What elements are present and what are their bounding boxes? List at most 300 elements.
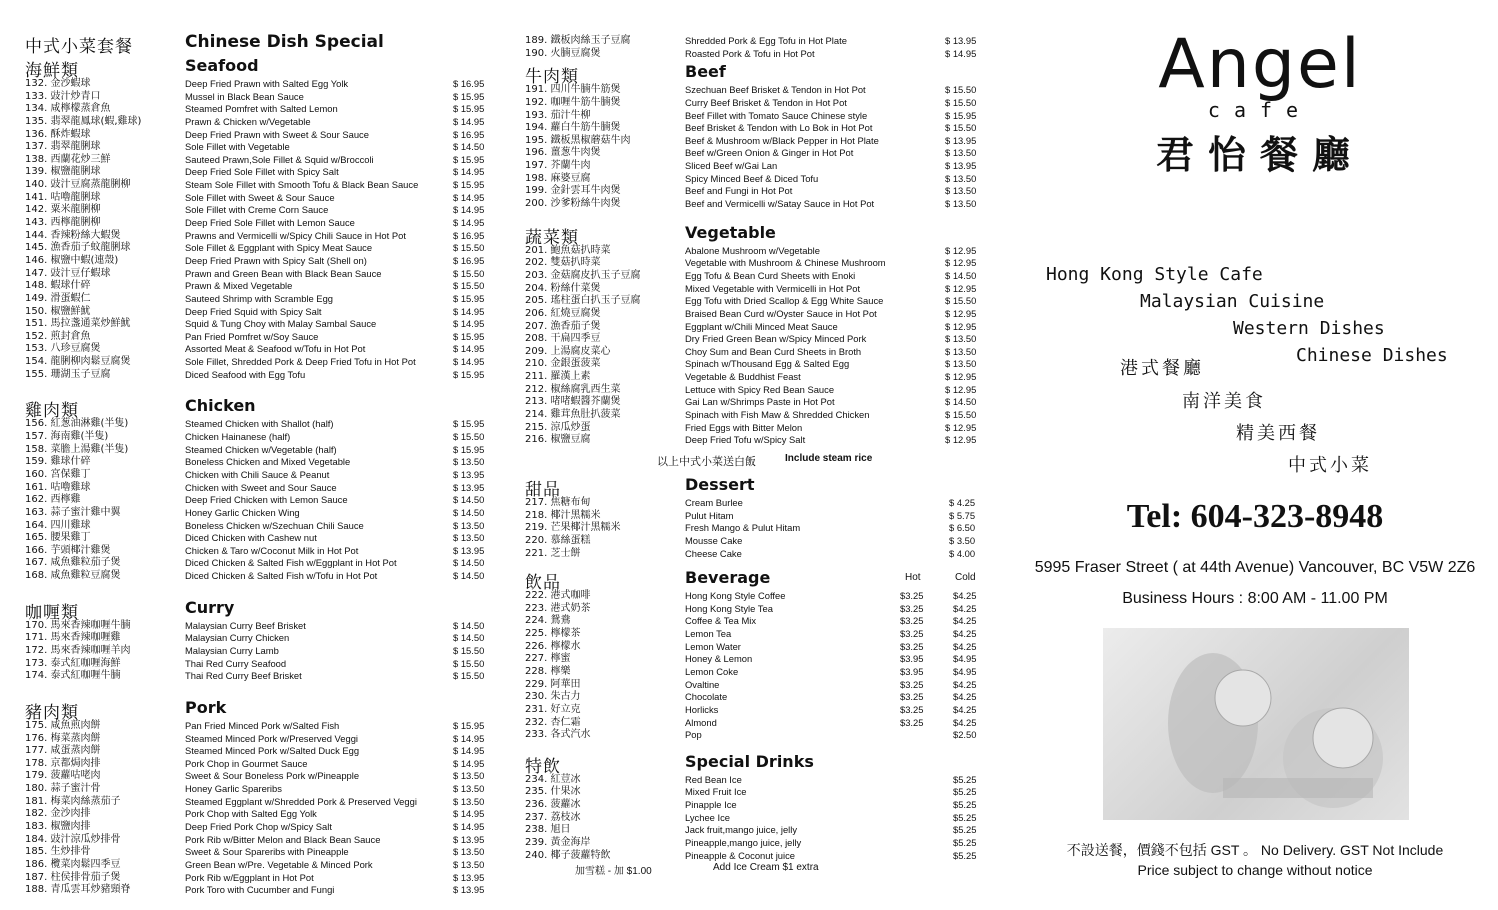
menu-item [25,884,505,897]
menu-item [25,758,505,771]
item-name-zh: 142. 粟米龍脷柳 [25,204,101,216]
menu-item [525,535,995,548]
item-name-zh: 208. 干扁四季豆 [525,333,601,345]
item-name-zh: 232. 杏仁霜 [525,716,581,728]
item-price: $ 15.95 [945,109,977,121]
section-title-en: Beverage [685,568,771,588]
menu-item [25,545,505,558]
item-name-en: Steamed Pomfret with Salted Lemon [185,103,338,115]
item-price: $ 16.95 [453,128,485,140]
menu-item [25,343,505,356]
item-name-en: Egg Tofu & Bean Curd Sheets with Enoki [685,269,856,281]
item-name-zh: 231. 好立克 [525,703,581,715]
item-name-en: Spinach with Fish Maw & Shredded Chicken [685,409,870,421]
item-price: $ 13.95 [453,871,485,883]
tag-zh-western: 精美西餐 [1236,423,1320,444]
item-price: $ 14.95 [453,821,485,833]
item-name-zh: 234. 紅荳冰 [525,773,581,785]
item-price: $ 15.95 [453,153,485,165]
section-title-zh: 蔬菜類 [525,227,579,248]
item-price: $ 13.95 [453,544,485,556]
item-name-en: Pan Fried Pomfret w/Soy Sauce [185,330,319,342]
spacer [25,381,505,396]
item-name-zh: 219. 芒果椰汁黑糯米 [525,522,621,534]
item-name-en: Squid & Tung Choy with Malay Sambal Sauce [185,318,377,330]
menu-item [25,179,505,192]
item-price: $ 14.95 [453,808,485,820]
item-name-en: Pork Rib w/Eggplant in Hot Pot [185,871,314,883]
menu-item [25,796,505,809]
menu-item [525,837,995,850]
item-price-hot: $3.25 [900,703,924,715]
item-price: $ 14.50 [453,570,485,582]
item-name-zh: 133. 豉汁炒青口 [25,90,101,102]
item-name-zh: 164. 四川雞球 [25,519,91,531]
item-name-en: Diced Chicken & Salted Fish w/Eggplant in Hot Pot [185,557,397,569]
item-price: $ 14.50 [453,619,485,631]
section-header [525,751,995,777]
item-name-zh: 186. 欖菜肉鬆四季豆 [25,858,121,870]
item-name-en: Honey & Lemon [685,653,753,665]
item-name-en: Thai Red Curry Seafood [185,657,287,669]
menu-item [25,154,505,167]
item-name-zh: 223. 港式奶茶 [525,602,591,614]
menu-item [25,318,505,331]
item-name-zh: 167. 咸魚雞粒茄子煲 [25,557,121,569]
item-name-en: Sole Fillet & Eggplant with Spicy Meat Sauce [185,242,373,254]
item-name-zh: 166. 芋頭椰汁雞煲 [25,544,111,556]
section-title-en: Special Drinks [685,751,814,771]
item-price: $5.25 [953,799,977,811]
item-name-en: Braised Bean Curd w/Oyster Sauce in Hot Pot [685,307,877,319]
menu-column-middle [525,35,995,880]
item-name-en: Hong Kong Style Tea [685,602,773,614]
item-price: $ 15.50 [453,280,485,292]
item-name-zh: 159. 雞球什碎 [25,456,91,468]
item-name-zh: 168. 咸魚雞粒豆腐煲 [25,570,121,582]
menu-item [25,444,505,457]
item-name-zh: 181. 梅菜肉絲蒸茄子 [25,795,121,807]
item-price: $ 14.95 [453,356,485,368]
item-name-zh: 174. 泰式紅咖喱牛腩 [25,670,121,682]
item-name-en: Deep Fried Prawn with Spicy Salt (Shell on) [185,254,367,266]
section-title-zh: 雞肉類 [25,401,79,422]
menu-item [25,217,505,230]
item-price-hot: $3.25 [900,590,924,602]
item-name-zh: 175. 咸魚煎肉餅 [25,719,101,731]
item-name-en: Sweet & Sour Spareribs with Pineapple [185,846,349,858]
menu-item [525,812,995,825]
item-price: $ 14.50 [453,632,485,644]
rice-note [525,453,995,471]
item-name-zh: 206. 紅燒豆腐煲 [525,307,601,319]
cherub-illustration [1103,628,1409,820]
menu-item [25,482,505,495]
item-name-en: Chicken with Chili Sauce & Peanut [185,468,330,480]
item-price: $5.25 [953,786,977,798]
item-price: $ 13.95 [945,134,977,146]
item-name-en: Sauteed Shrimp with Scramble Egg [185,292,333,304]
item-name-zh: 193. 茄汁牛柳 [525,109,591,121]
item-name-en: Steam Sole Fillet with Smooth Tofu & Black Bean Sauce [185,179,419,191]
menu-item [25,745,505,758]
item-name-en: Sweet & Sour Boneless Pork w/Pineapple [185,770,360,782]
item-name-zh: 190. 火腩豆腐煲 [525,47,601,59]
item-price: $ 13.50 [453,519,485,531]
ice-cream-zh: 加雪糕 - 加 $1.00 [575,866,652,878]
menu-item [525,824,995,837]
item-name-zh: 196. 薑葱牛肉煲 [525,147,601,159]
menu-item [525,729,995,742]
spacer [525,742,995,752]
cherub-picture [1103,628,1409,820]
item-name-en: Beef Fillet with Tomato Sauce Chinese style [685,109,868,121]
item-name-en: Cheese Cake [685,547,742,559]
item-name-en: Thai Red Curry Beef Brisket [185,670,302,682]
item-name-en: Red Bean Ice [685,773,742,785]
menu-item [25,670,505,683]
section-title-zh: 咖喱類 [25,602,79,623]
item-name-en: Dry Fried Green Bean w/Spicy Minced Pork [685,333,867,345]
item-price-hot: $3.25 [900,628,924,640]
item-name-en: Coffee & Tea Mix [685,615,757,627]
item-name-zh: 198. 麻婆豆腐 [525,172,591,184]
item-price: $5.25 [953,849,977,861]
item-name-en: Mussel in Black Bean Sauce [185,90,304,102]
item-name-en: Szechuan Beef Brisket & Tendon in Hot Pot [685,84,866,96]
item-name-en: Steamed Chicken with Shallot (half) [185,418,334,430]
menu-item [25,293,505,306]
item-name-en: Eggplant w/Chili Minced Meat Sauce [685,320,838,332]
menu-item [25,846,505,859]
item-price: $ 15.50 [453,431,485,443]
item-name-zh: 187. 柱侯排骨茄子煲 [25,871,121,883]
item-price: $ 15.95 [453,418,485,430]
item-price: $ 6.50 [949,522,976,534]
item-name-en: Pork Toro with Cucumber and Fungi [185,884,335,896]
item-name-zh: 188. 青瓜雲耳炒豬頸脊 [25,884,131,896]
item-name-zh: 143. 西檸龍脷柳 [25,217,101,229]
item-price: $ 13.95 [945,35,977,46]
footer-price-note: Price subject to change without notice [1137,862,1373,878]
item-price-hot: $3.95 [900,665,924,677]
rice-note-en: Include steam rice [785,452,873,464]
menu-item [25,632,505,645]
item-name-en: Beef Brisket & Tendon with Lo Bok in Hot Pot [685,122,873,134]
item-name-en: Honey Garlic Spareribs [185,783,282,795]
menu-item [525,396,995,409]
item-name-en: Lychee Ice [685,811,730,823]
item-name-zh: 207. 漁香茄子煲 [525,320,601,332]
item-name-en: Fried Eggs with Bitter Melon [685,421,803,433]
item-price-cold: $4.25 [953,615,977,627]
item-price: $ 15.95 [453,179,485,191]
item-name-zh: 191. 四川牛腩牛筋煲 [525,84,621,96]
menu-item [525,717,995,730]
item-price: $ 15.50 [453,242,485,254]
menu-item [25,872,505,885]
section-title-en: Dessert [685,474,755,494]
item-name-en: Vegetable with Mushroom & Chinese Mushroom [685,257,886,269]
menu-item [525,615,995,628]
item-name-en: Diced Seafood with Egg Tofu [185,368,306,380]
item-name-en: Malaysian Curry Lamb [185,644,279,656]
menu-item [25,91,505,104]
item-name-en: Lemon Water [685,640,741,652]
item-name-en: Deep Fried Prawn with Salted Egg Yolk [185,78,349,89]
item-name-zh: 214. 雞茸魚肚扒菠菜 [525,409,621,421]
item-name-zh: 176. 梅菜蒸肉餅 [25,732,101,744]
section-header [25,697,505,723]
menu-item [525,371,995,384]
item-price: $ 14.50 [453,557,485,569]
menu-item [25,268,505,281]
menu-item [525,135,995,148]
menu-item [525,786,995,799]
menu-column-left [25,32,505,897]
item-price: $ 3.50 [949,534,976,546]
item-name-zh: 161. 咕嚕雞球 [25,481,91,493]
item-price: $ 14.50 [453,141,485,153]
menu-item [525,590,995,603]
menu-item [25,192,505,205]
item-price: $5.25 [953,824,977,836]
menu-item [525,799,995,812]
item-price: $ 14.95 [453,305,485,317]
item-name-zh: 189. 鐵板肉絲玉子豆腐 [525,35,631,46]
item-price: $ 14.50 [453,506,485,518]
item-name-en: Diced Chicken with Cashew nut [185,532,317,544]
item-price-hot: $3.25 [900,602,924,614]
menu-item [25,331,505,344]
menu-item [525,422,995,435]
menu-item [525,173,995,186]
item-name-zh: 158. 菜膽上湯雞(半隻) [25,443,129,455]
tag-zh-chinese: 中式小菜 [1288,455,1372,476]
section-title-en: Chicken [185,396,256,416]
item-price-cold: $4.25 [953,716,977,728]
menu-item [25,166,505,179]
item-name-zh: 150. 椒鹽鮮魷 [25,305,91,317]
item-name-zh: 204. 粉絲什菜煲 [525,282,601,294]
item-price: $ 14.95 [453,745,485,757]
item-name-en: Chicken Hainanese (half) [185,431,291,443]
item-price-cold: $2.50 [953,729,977,741]
item-name-en: Chicken with Sweet and Sour Sauce [185,481,337,493]
item-name-zh: 137. 翡翠龍脷球 [25,141,101,153]
item-name-en: Deep Fried Sole Fillet with Spicy Salt [185,166,339,178]
menu-item [525,358,995,371]
item-price: $ 12.95 [945,434,977,446]
menu-item [525,48,995,61]
item-price: $ 13.95 [945,160,977,172]
item-name-zh: 156. 紅葱油淋雞(半隻) [25,418,129,430]
menu-item [525,522,995,535]
hot-column-label: Hot [905,572,921,584]
item-price: $ 15.50 [945,96,977,108]
item-price: $ 13.50 [453,846,485,858]
item-name-en: Deep Fried Sole Fillet with Lemon Sauce [185,217,355,229]
item-price: $ 12.95 [945,371,977,383]
item-name-zh: 197. 芥蘭牛肉 [525,160,591,172]
item-price: $ 13.50 [945,198,977,210]
item-name-zh: 172. 馬來香辣咖喱羊肉 [25,644,131,656]
item-price: $5.25 [953,811,977,823]
item-name-en: Pop [685,729,702,741]
section-header [25,597,505,623]
menu-item [25,141,505,154]
item-price: $ 13.50 [453,858,485,870]
item-name-zh: 151. 馬拉盞通菜炒鮮魷 [25,318,131,330]
item-name-zh: 132. 金沙蝦球 [25,78,91,89]
item-name-zh: 210. 金銀蛋菠菜 [525,358,601,370]
item-price-hot: $3.25 [900,615,924,627]
item-name-zh: 138. 西蘭花炒三鮮 [25,153,111,165]
menu-item [25,507,505,520]
rice-note-zh: 以上中式小菜送白飯 [657,455,756,468]
item-name-zh: 203. 金菇腐皮扒玉子豆腐 [525,269,641,281]
item-price: $ 13.50 [945,345,977,357]
item-name-zh: 230. 朱古力 [525,691,581,703]
section-header [525,568,995,594]
item-name-en: Beef and Fungi in Hot Pot [685,185,793,197]
item-name-en: Deep Fried Chicken with Lemon Sauce [185,494,348,506]
item-price: $ 15.50 [453,267,485,279]
item-name-zh: 179. 菠蘿咕咾肉 [25,770,101,782]
menu-item [25,456,505,469]
section-header [525,62,995,88]
menu-item [25,532,505,545]
item-name-en: Steamed Minced Pork w/Preserved Veggi [185,732,359,744]
item-price: $ 14.95 [453,204,485,216]
item-price: $ 15.50 [453,657,485,669]
item-name-zh: 149. 滑蛋蝦仁 [25,292,91,304]
item-price-hot: $3.25 [900,691,924,703]
item-price: $ 13.95 [453,481,485,493]
item-price: $ 14.95 [453,343,485,355]
item-name-zh: 225. 檸檬茶 [525,628,581,640]
menu-item [525,245,995,258]
menu-item [25,658,505,671]
item-name-zh: 195. 鐵板黑椒蘑菇牛肉 [525,134,631,146]
item-name-zh: 135. 翡翠龍鳳球(蝦,雞球) [25,115,142,127]
item-name-zh: 236. 菠蘿冰 [525,799,581,811]
menu-item [525,321,995,334]
item-name-en: Pineapple,mango juice, jelly [685,837,802,849]
item-name-zh: 178. 京都焗肉排 [25,757,101,769]
item-price: $ 14.95 [945,47,977,59]
item-name-en: Pork Rib w/Bitter Melon and Black Bean Sauce [185,833,381,845]
item-name-en: Almond [685,716,717,728]
item-name-zh: 201. 鮑魚菇扒時菜 [525,244,611,256]
item-price: $ 12.95 [945,421,977,433]
item-price: $ 15.50 [945,84,977,96]
item-price: $5.25 [953,773,977,785]
item-price: $ 15.50 [453,644,485,656]
item-name-en: Mousse Cake [685,534,743,546]
item-name-zh: 211. 羅漢上素 [525,371,591,383]
item-name-zh: 199. 金針雲耳牛肉煲 [525,185,621,197]
item-name-en: Pinapple Ice [685,799,737,811]
menu-item [25,770,505,783]
item-name-zh: 218. 椰汁黑糯米 [525,509,601,521]
item-name-zh: 153. 八珍豆腐煲 [25,343,101,355]
item-name-zh: 162. 西檸雞 [25,494,81,506]
item-name-en: Steamed Minced Pork w/Salted Duck Egg [185,745,360,757]
section-title-zh: 牛肉類 [525,67,579,88]
item-name-zh: 215. 涼瓜炒蛋 [525,421,591,433]
menu-item [525,333,995,346]
item-name-en: Lettuce with Spicy Red Bean Sauce [685,383,835,395]
item-name-zh: 155. 珊湖玉子豆腐 [25,368,111,380]
item-name-en: Beef and Vermicelli w/Satay Sauce in Hot Pot [685,198,875,210]
menu-item [25,431,505,444]
item-name-en: Prawn & Mixed Vegetable [185,280,293,292]
menu-item [25,116,505,129]
menu-item [525,185,995,198]
item-price-hot: $3.25 [900,716,924,728]
menu-item [25,645,505,658]
item-name-zh: 146. 椒鹽中蝦(連殼) [25,254,119,266]
menu-item [25,720,505,733]
item-name-en: Spicy Minced Beef & Diced Tofu [685,172,819,184]
item-price: $ 14.95 [453,166,485,178]
business-hours: Business Hours : 8:00 AM - 11.00 PM [1122,590,1388,607]
section-title-zh: 豬肉類 [25,702,79,723]
menu-item [25,733,505,746]
item-price: $ 15.50 [453,670,485,682]
item-price: $ 5.75 [949,509,976,521]
tag-en-western: Western Dishes [1233,318,1385,339]
item-price: $ 13.50 [453,770,485,782]
menu-item [25,242,505,255]
item-name-zh: 134. 咸檸檬蒸倉魚 [25,103,111,115]
item-name-en: Egg Tofu with Dried Scallop & Egg White Sauce [685,295,884,307]
item-name-zh: 209. 上湯腐皮菜心 [525,345,611,357]
section-header [525,474,995,500]
item-name-zh: 136. 酥炸蝦球 [25,128,91,140]
item-name-en: Deep Fried Prawn with Sweet & Sour Sauce [185,128,369,140]
menu-item [25,103,505,116]
menu-item [525,122,995,135]
spacer [25,583,505,598]
item-name-zh: 140. 豉汁豆腐蒸龍脷柳 [25,179,131,191]
menu-header [25,32,505,56]
item-price-cold: $4.25 [953,678,977,690]
item-name-en: Lemon Tea [685,628,732,640]
item-name-zh: 233. 各式汽水 [525,729,591,741]
menu-item [525,97,995,110]
menu-item [25,418,505,431]
item-name-en: Ovaltine [685,678,720,690]
item-price-hot: $3.25 [900,678,924,690]
item-name-zh: 177. 咸蛋蒸肉餅 [25,745,101,757]
ice-cream-note [525,862,995,880]
item-name-en: Pan Fried Minced Pork w/Salted Fish [185,719,340,731]
item-name-en: Pork Chop with Salted Egg Yolk [185,808,317,820]
item-price: $ 14.50 [945,396,977,408]
tag-zh-hk-cafe: 港式餐廳 [1120,358,1204,379]
item-name-zh: 160. 宮保雞丁 [25,468,91,480]
menu-item [525,35,995,48]
item-name-zh: 183. 椒鹽肉排 [25,821,91,833]
address: 5995 Fraser Street ( at 44th Avenue) Vancouver, BC V5W 2Z6 [1034,559,1476,576]
item-name-zh: 184. 豉汁涼瓜炒排骨 [25,833,121,845]
item-price-cold: $4.25 [953,703,977,715]
item-price: $ 13.95 [453,833,485,845]
item-name-en: Assorted Meat & Seafood w/Tofu in Hot Pot [185,343,366,355]
item-name-en: Chicken & Taro w/Coconut Milk in Hot Pot [185,544,359,556]
